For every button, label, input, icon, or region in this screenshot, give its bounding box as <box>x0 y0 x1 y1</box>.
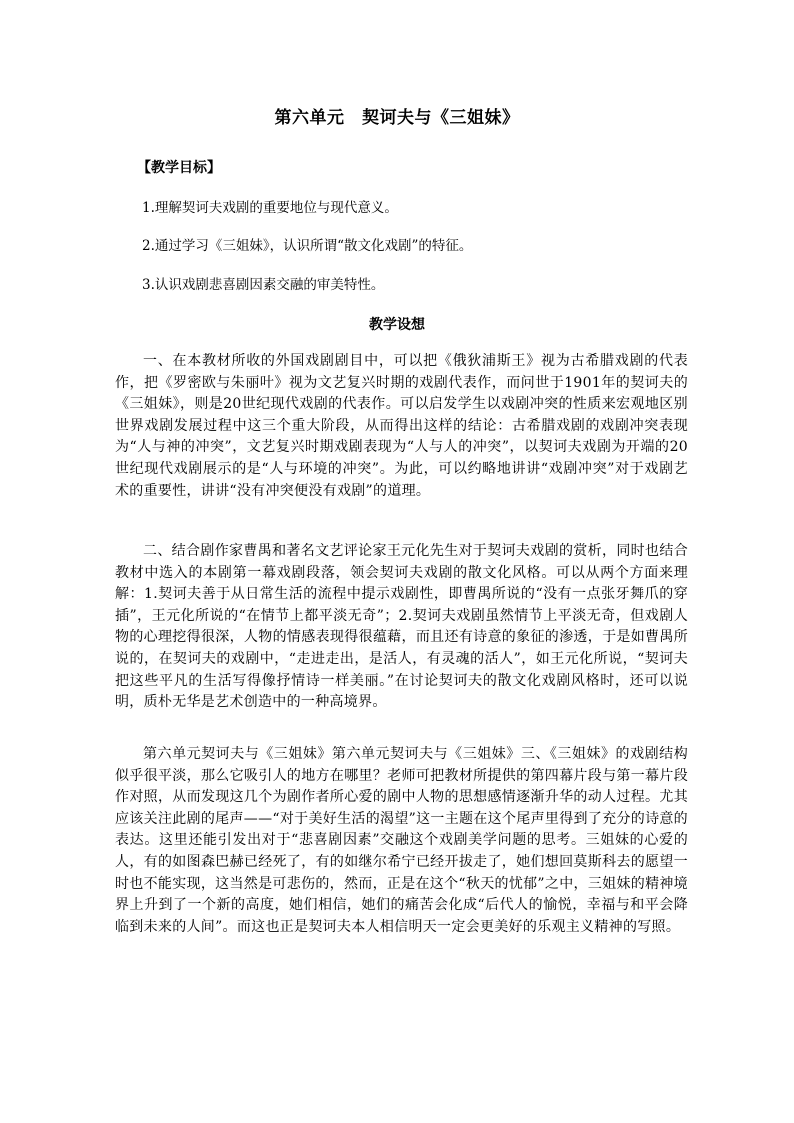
body-paragraph: 第六单元契诃夫与《三姐妹》第六单元契诃夫与《三姐妹》三、《三姐妹》的戏剧结构似乎很平淡，那么它吸引人的地方在哪里？老师可把教材所提供的第四幕片段与第一幕片段作对照，从而发现这几个为剧作者所心爱的剧中人物的思想感情逐渐升华的动人过程。尤其应该关注此剧的尾声——“对于美好生活的渴望”这一主题在这个尾声里得到了充分的诗意的表达。这里还能引发出对于“悲喜剧因素”交融这个戏剧美学问题的思考。三姐妹的心爱的人，有的如图森巴赫已经死了，有的如继尔希宁已经开拔走了，她们想回莫斯科去的愿望一时也不能实现，这当然是可悲伤的，然而，正是在这个“秋天的忧郁”之中，三姐妹的精神境界上升到了一个新的高度，她们相信，她们的痛苦会化成“后代人的愉悦，幸福与和平会降临到未来的人间”。而这也正是契诃夫本人相信明天一定会更美好的乐观主义精神的写照。 <box>115 746 688 935</box>
teaching-goal-item: 1.理解契诃夫戏剧的重要地位与现代意义。 <box>142 200 398 216</box>
body-paragraph: 一、在本教材所收的外国戏剧剧目中，可以把《俄狄浦斯王》视为古希腊戏剧的代表作，把《罗密欧与朱丽叶》视为文艺复兴时期的戏剧代表作，而问世于1901年的契诃夫的《三姐妹》，则是20世纪现代戏剧的代表作。可以启发学生以戏剧冲突的性质来宏观地区别世界戏剧发展过程中这三个重大阶段，从而得出这样的结论：古希腊戏剧的戏剧冲突表现为“人与神的冲突”，文艺复兴时期戏剧表现为“人与人的冲突”，以契诃夫戏剧为开端的20世纪现代戏剧展示的是“人与环境的冲突”。为此，可以约略地讲讲“戏剧冲突”对于戏剧艺术的重要性，讲讲“没有冲突便没有戏剧”的道理。 <box>115 353 688 499</box>
teaching-goal-item: 3.认识戏剧悲喜剧因素交融的审美特性。 <box>142 277 385 293</box>
teaching-plan-heading: 教学设想 <box>369 317 425 333</box>
teaching-goal-item: 2.通过学习《三姐妹》，认识所谓“散文化戏剧”的特征。 <box>142 238 473 254</box>
body-paragraph: 二、结合剧作家曹禺和著名文艺评论家王元化先生对于契诃夫戏剧的赏析，同时也结合教材中选入的本剧第一幕戏剧段落，领会契诃夫戏剧的散文化风格。可以从两个方面来理解：1.契诃夫善于从日常生活的流程中提示戏剧性，即曹禺所说的“没有一点张牙舞爪的穿插”，王元化所说的“在情节上都平淡无奇”；2.契诃夫戏剧虽然情节上平淡无奇，但戏剧人物的心理挖得很深，人物的情感表现得很蕴藉，而且还有诗意的象征的渗透，于是如曹禺所说的，在契诃夫的戏剧中，“走进走出，是活人，有灵魂的活人”，如王元化所说，“契诃夫把这些平凡的生活写得像抒情诗一样美丽。”在讨论契诃夫的散文化戏剧风格时，还可以说明，质朴无华是艺术创造中的一种高境界。 <box>115 543 688 711</box>
document-title: 第六单元 契诃夫与《三姐妹》 <box>274 108 520 128</box>
teaching-goals-heading: 【教学目标】 <box>137 160 221 176</box>
